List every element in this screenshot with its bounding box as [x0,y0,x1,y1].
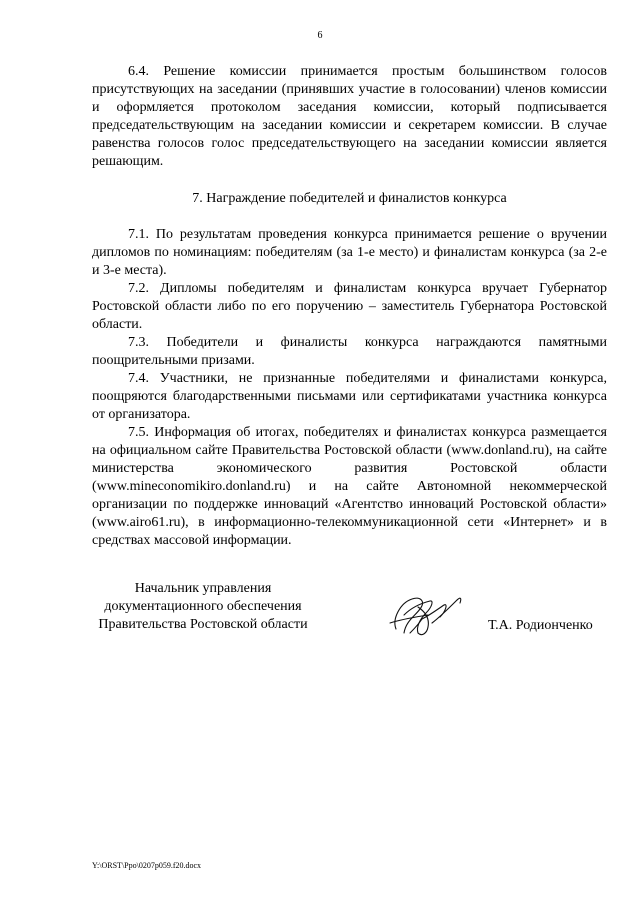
paragraph-7-2: 7.2. Дипломы победителям и финалистам конкурса вручает Губернатор Ростовской области либо по его поручению – заместитель Губернатора Ростовской области. [92,281,607,332]
paragraph-7-4: 7.4. Участники, не признанные победителями и финалистами конкурса, поощряются благодарственными письмами или сертификатами участника конкурса от организатора. [92,371,607,422]
page-number: 6 [317,30,323,41]
section-heading-7: 7. Награждение победителей и финалистов конкурса [192,191,507,206]
handwritten-signature [382,589,472,643]
paragraph-7-3: 7.3. Победители и финалисты конкурса награждаются памятными поощрительными призами. [92,335,607,368]
document-body [92,63,607,550]
signatory-title-line-1: Начальник управления [134,581,272,596]
signatory-title-line-2: документационного обеспечения [104,599,302,614]
paragraph-7-5: 7.5. Информация об итогах, победителях и финалистах конкурса размещается на официальном сайте Правительства Ростовской области (www.donland.ru), на сайте министерства экономического развития Ростовской области (www.mineconomikiro.donland.ru) и на сайте Автономной некоммерческой организации по поддержке инноваций «Агентство инноваций Ростовской области» (www.airo61.ru), в информационно-телекоммуникационной сети «Интернет» и в средствах массовой информации. [92,425,607,548]
signatory-title-line-3: Правительства Ростовской области [98,617,308,632]
signatory-title [88,580,318,634]
signatory-name: Т.А. Родионченко [488,618,593,633]
file-path-footer: Y:\ORST\Ppo\0207p059.f20.docx [92,861,202,870]
paragraph-6-4: 6.4. Решение комиссии принимается простым большинством голосов присутствующих на заседании (принявших участие в голосовании) членов комиссии и оформляется протоколом заседания комиссии, который подписывается председательствующим на заседании комиссии и секретарем комиссии. В случае равенства голосов голос председательствующего на заседании комиссии является решающим. [92,64,607,169]
paragraph-7-1: 7.1. По результатам проведения конкурса принимается решение о вручении дипломов по номинациям: победителям (за 1-е место) и финалистам конкурса (за 2-е и 3-е места). [92,227,607,278]
